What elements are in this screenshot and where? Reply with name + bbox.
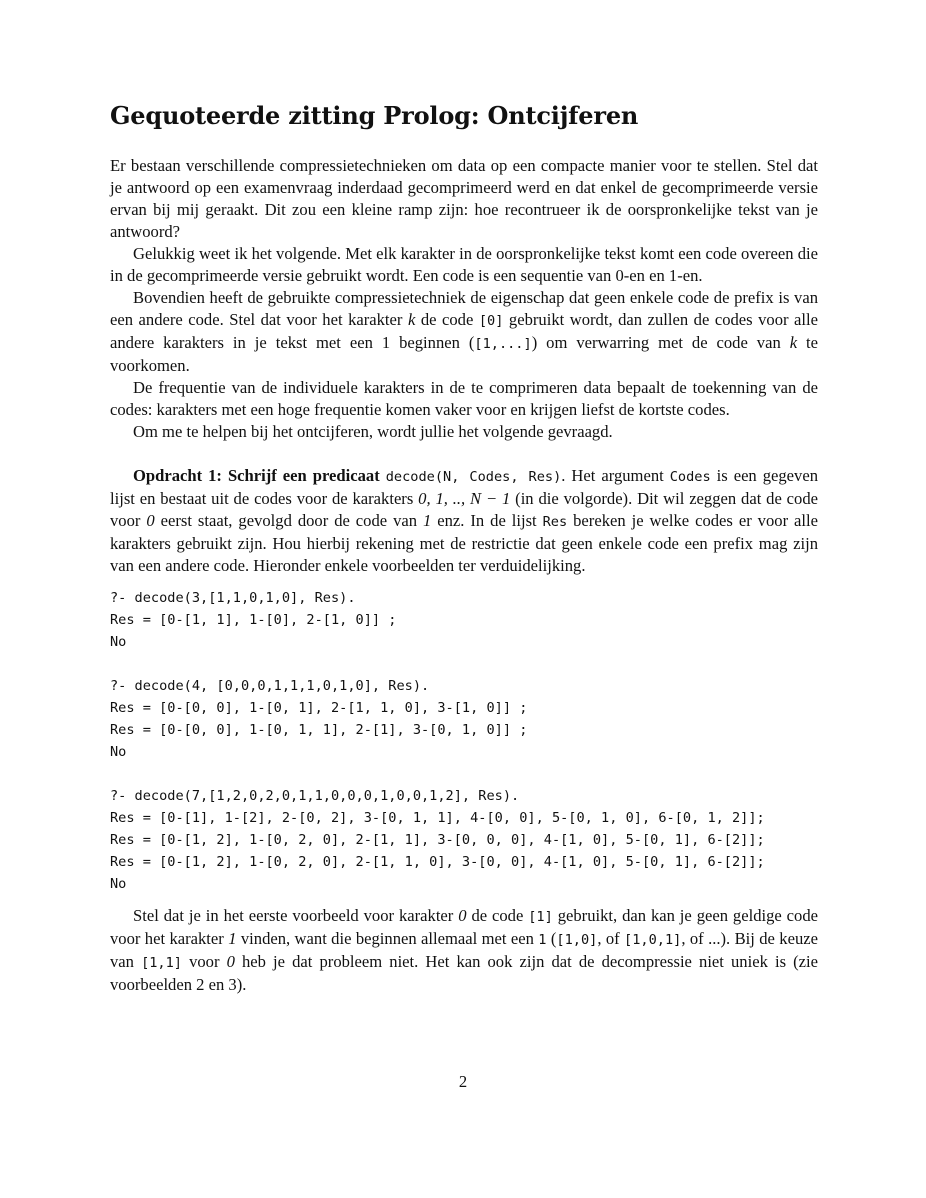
- example-3: [110, 785, 818, 895]
- code-line: Res = [0-[1], 1-[2], 2-[0, 2], 3-[0, 1, 1], 4-[0, 0], 5-[0, 1, 0], 6-[0, 1, 2]];: [110, 809, 765, 826]
- intro-paragraph-2: Gelukkig weet ik het volgende. Met elk karakter in de oorspronkelijke tekst komt een code overeen die in de gecomprimeerde versie gebruikt wordt. Een code is een sequentie van 0-en en 1-en.: [110, 243, 818, 285]
- code-line: Res = [0-[0, 0], 1-[0, 1, 1], 2-[1], 3-[0, 1, 0]] ;: [110, 721, 528, 738]
- predicate-signature: decode(N, Codes, Res): [385, 468, 562, 485]
- code-examples: [110, 587, 818, 895]
- code-line: No: [110, 743, 127, 760]
- code-line: ?- decode(7,[1,2,0,2,0,1,1,0,0,0,1,0,0,1,2], Res).: [110, 787, 520, 804]
- code-line: ?- decode(4, [0,0,0,1,1,1,0,1,0], Res).: [110, 677, 430, 694]
- page-number: 2: [458, 1072, 468, 1091]
- example-1: [110, 587, 818, 653]
- code-line: Res = [0-[1, 2], 1-[0, 2, 0], 2-[1, 1, 0], 3-[0, 0], 4-[1, 0], 5-[0, 1], 6-[2]];: [110, 853, 765, 870]
- code-line: Res = [0-[1, 2], 1-[0, 2, 0], 2-[1, 1], 3-[0, 0, 0], 4-[1, 0], 5-[0, 1], 6-[2]];: [110, 831, 765, 848]
- intro-paragraph-5: Om me te helpen bij het ontcijferen, wordt jullie het volgende gevraagd.: [133, 421, 613, 441]
- code-line: No: [110, 633, 127, 650]
- intro-paragraph-3: Bovendien heeft de gebruikte compressietechniek de eigenschap dat geen enkele code de prefix is van een andere code. Stel dat voor het karakter k de code [0] gebruikt wordt, dan zullen de codes voor alle andere karakters in je tekst met een 1 beginnen ([1,...]) om verwarring met de code van k te voorkomen.: [110, 287, 819, 375]
- assignment-label: Opdracht 1: Schrijf een predicaat: [133, 465, 380, 485]
- code-line: Res = [0-[0, 0], 1-[0, 1], 2-[1, 1, 0], 3-[1, 0]] ;: [110, 699, 528, 716]
- assignment-paragraph: Opdracht 1: Schrijf een predicaat decode(N, Codes, Res). Het argument Codes is een gegeven lijst en bestaat uit de codes voor de karakters 0, 1, .., N − 1 (in die volgorde). Dit wil zeggen dat de code voor 0 eerst staat, gevolgd door de code van 1 enz. In de lijst Res bereken je welke codes er voor alle karakters gebruikt zijn. Hou hierbij rekening met de restrictie dat geen enkele code een prefix mag zijn van een andere code. Hieronder enkele voorbeelden ter verduidelijking.: [110, 465, 819, 575]
- page-title: Gequoteerde zitting Prolog: Ontcijferen: [110, 101, 639, 130]
- code-line: Res = [0-[1, 1], 1-[0], 2-[1, 0]] ;: [110, 611, 397, 628]
- intro-paragraph-1: Er bestaan verschillende compressietechnieken om data op een compacte manier voor te stellen. Stel dat je antwoord op een examenvraag inderdaad gecomprimeerd werd en dat enkel de gecomprimeerde versie ervan bij mij geraakt. Dit zou een kleine ramp zijn: hoe recontrueer ik de oorspronkelijke tekst van je antwoord?: [110, 155, 818, 241]
- code-line: No: [110, 875, 127, 892]
- document-body: [110, 102, 818, 996]
- closing-paragraph: Stel dat je in het eerste voorbeeld voor karakter 0 de code [1] gebruikt, dan kan je geen geldige code voor het karakter 1 vinden, want die beginnen allemaal met een 1 ([1,0], of [1,0,1], of ...). Bij de keuze van [1,1] voor 0 heb je dat probleem niet. Het kan ook zijn dat de decompressie niet uniek is (zie voorbeelden 2 en 3).: [110, 905, 819, 994]
- code-line: ?- decode(3,[1,1,0,1,0], Res).: [110, 589, 356, 606]
- example-2: [110, 675, 818, 763]
- intro-paragraph-4: De frequentie van de individuele karakters in de te comprimeren data bepaalt de toekenning van de codes: karakters met een hoge frequentie komen vaker voor en krijgen liefst de kortste codes.: [110, 377, 818, 419]
